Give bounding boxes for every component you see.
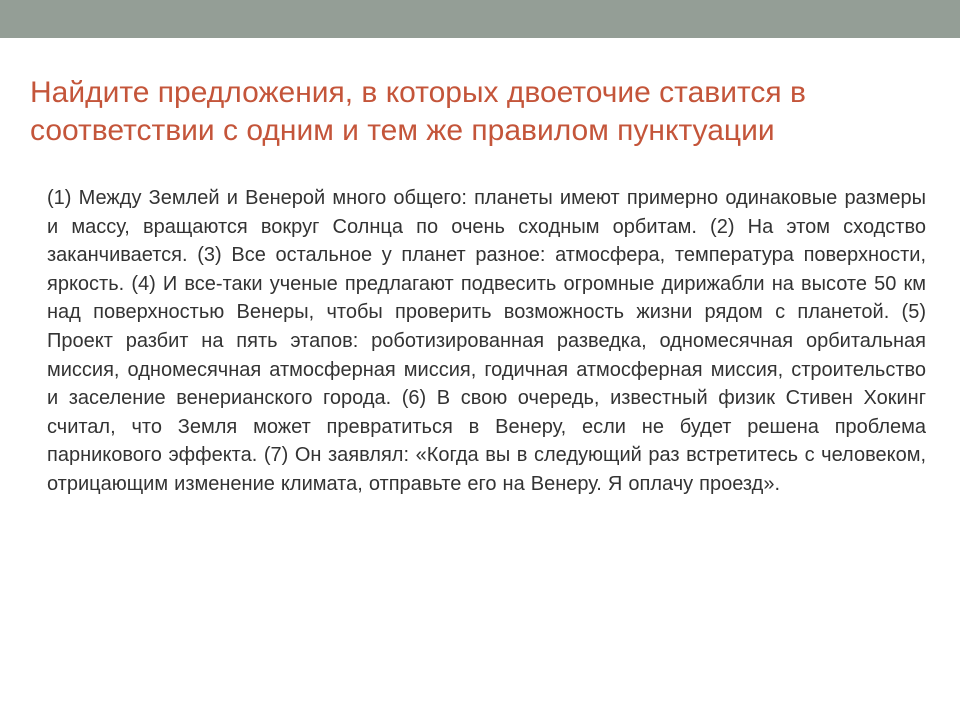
slide-body-text: (1) Между Землей и Венерой много общего: планеты имеют примерно одинаковые размеры и массу, вращаются вокруг Солнца по очень сходным орбитам. (2) На этом сходство заканчивается. (3) Все остальное у планет разное: атмосфера, температура поверхности, яркость. (4) И все-таки ученые предлагают подвесить огромные дирижабли на высоте 50 км над поверхностью Венеры, чтобы проверить возможность жизни рядом с планетой. (5) Проект разбит на пять этапов: роботизированная разведка, одномесячная орбитальная миссия, одномесячная атмосферная миссия, годичная атмосферная миссия, строительство и заселение венерианского города. (6) В свою очередь, известный физик Стивен Хокинг считал, что Земля может превратиться в Венеру, если не будет решена проблема парникового эффекта. (7) Он заявлял: «Когда вы в следующий раз встретитесь с человеком, отрицающим изменение климата, отправьте его на Венеру. Я оплачу проезд». [47, 187, 926, 495]
top-bar [0, 0, 960, 38]
slide-title: Найдите предложения, в которых двоеточие ставится в соответствии с одним и тем же правилом пунктуации [30, 76, 806, 147]
